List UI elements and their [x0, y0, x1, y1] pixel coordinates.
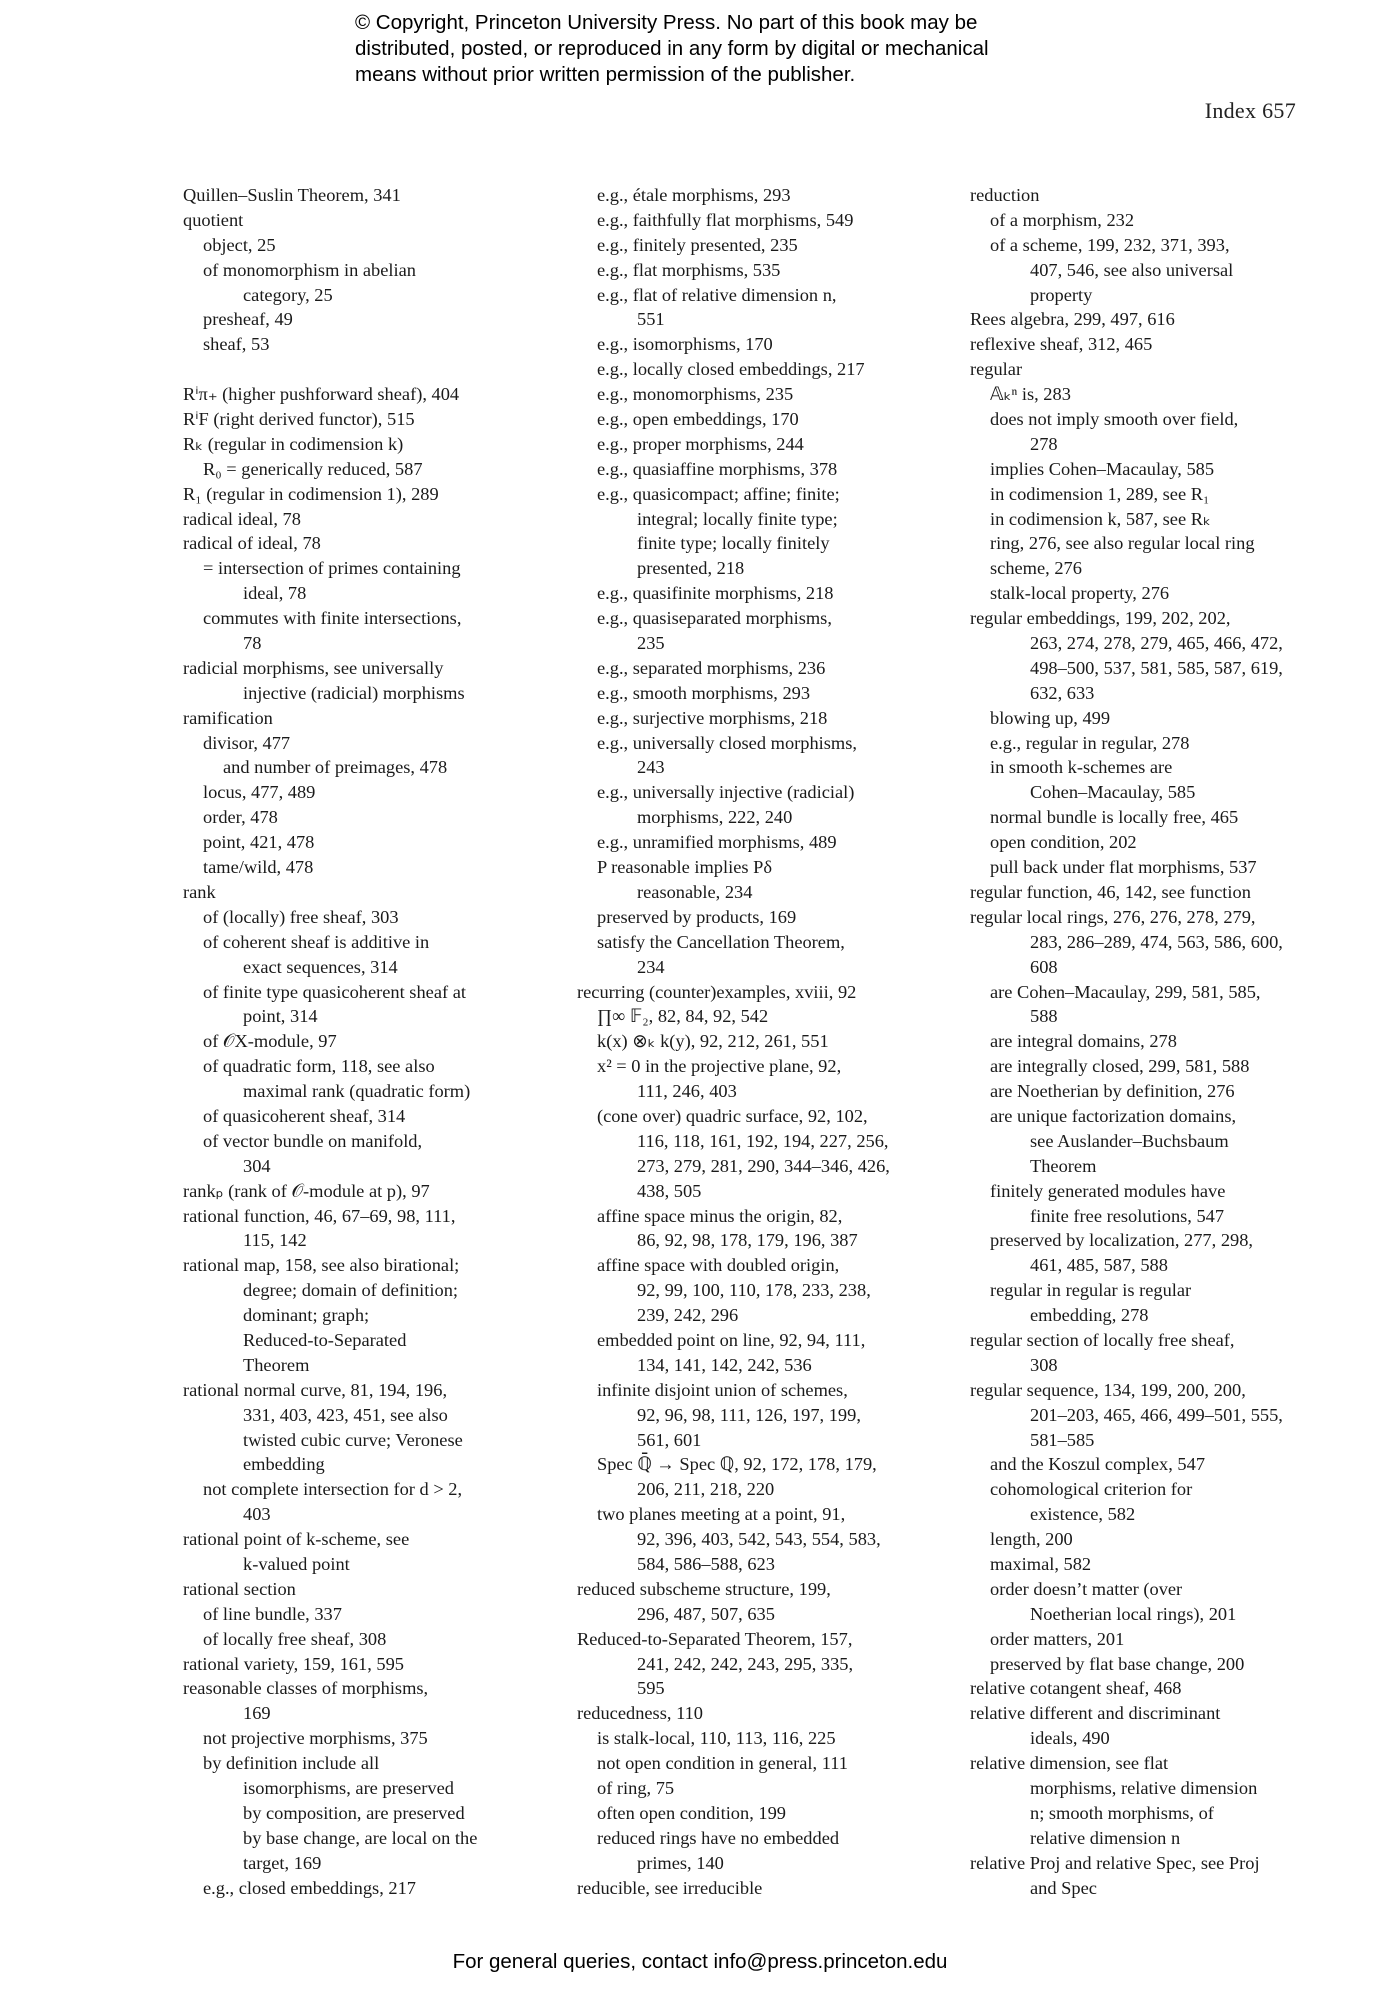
index-entry: e.g., universally closed morphisms,	[597, 732, 857, 753]
index-entry: 608	[1030, 956, 1058, 977]
index-entry: 561, 601	[637, 1429, 702, 1450]
index-entry: radicial morphisms, see universally	[183, 657, 444, 678]
index-entry: ring, 276, see also regular local ring	[990, 533, 1255, 554]
index-entry: embedding, 278	[1030, 1305, 1149, 1326]
index-entry: Reduced-to-Separated	[243, 1329, 407, 1350]
index-entry: regular	[970, 359, 1023, 380]
index-entry: isomorphisms, are preserved	[243, 1778, 454, 1798]
index-entry: 403	[243, 1504, 271, 1525]
index-entry: are unique factorization domains,	[990, 1105, 1237, 1126]
index-column-3	[970, 183, 1370, 1900]
index-entry: by definition include all	[203, 1753, 380, 1774]
index-entry: of locally free sheaf, 308	[203, 1628, 387, 1649]
index-entry: embedded point on line, 92, 94, 111,	[597, 1329, 866, 1350]
index-entry: of 𝒪X-module, 97	[203, 1031, 337, 1052]
index-entry: existence, 582	[1030, 1504, 1136, 1525]
index-entry: k-valued point	[243, 1553, 350, 1574]
index-entry: normal bundle is locally free, 465	[990, 807, 1239, 828]
index-entry: are Noetherian by definition, 276	[990, 1081, 1235, 1102]
index-entry: preserved by localization, 277, 298,	[990, 1230, 1254, 1251]
index-entry: 92, 396, 403, 542, 543, 554, 583,	[637, 1529, 881, 1550]
index-entry: 273, 279, 281, 290, 344–346, 426,	[637, 1155, 890, 1176]
index-entry: order matters, 201	[990, 1628, 1125, 1649]
index-entry: quotient	[183, 209, 244, 230]
index-entry: are integrally closed, 299, 581, 588	[990, 1056, 1250, 1077]
copyright-line: © Copyright, Princeton University Press. No part of this book may be	[355, 11, 978, 34]
index-entry: is stalk-local, 110, 113, 116, 225	[597, 1728, 836, 1749]
index-entry: 461, 485, 587, 588	[1030, 1255, 1168, 1276]
index-entry: preserved by products, 169	[597, 906, 797, 927]
index-entry: e.g., monomorphisms, 235	[597, 384, 794, 405]
index-entry: maximal rank (quadratic form)	[243, 1081, 471, 1102]
index-entry: infinite disjoint union of schemes,	[597, 1379, 848, 1400]
index-entry: 78	[243, 633, 262, 654]
running-head: Index 657	[1204, 98, 1296, 123]
index-entry: point, 421, 478	[203, 832, 315, 853]
index-entry: of finite type quasicoherent sheaf at	[203, 981, 466, 1002]
index-entry: rational normal curve, 81, 194, 196,	[183, 1379, 448, 1400]
index-entry: reducedness, 110	[577, 1703, 703, 1724]
index-entry: 235	[637, 633, 665, 654]
index-entry: Quillen–Suslin Theorem, 341	[183, 185, 401, 205]
index-entry: reasonable classes of morphisms,	[183, 1678, 429, 1699]
copyright-notice	[355, 10, 1155, 88]
index-entry: presented, 218	[637, 558, 745, 579]
index-entry: and Spec	[1030, 1877, 1097, 1898]
index-entry: relative different and discriminant	[970, 1703, 1221, 1724]
index-entry: cohomological criterion for	[990, 1479, 1193, 1500]
index-entry: of vector bundle on manifold,	[203, 1130, 423, 1151]
index-entry: e.g., quasiaffine morphisms, 378	[597, 458, 838, 479]
index-entry: e.g., quasiseparated morphisms,	[597, 608, 832, 629]
index-entry: finitely generated modules have	[990, 1180, 1226, 1201]
index-entry: rankₚ (rank of 𝒪-module at p), 97	[183, 1180, 430, 1201]
index-entry: e.g., smooth morphisms, 293	[597, 682, 811, 703]
index-entry: 86, 92, 98, 178, 179, 196, 387	[637, 1230, 858, 1251]
index-entry: rational section	[183, 1578, 296, 1599]
index-entry: e.g., flat morphisms, 535	[597, 259, 781, 280]
index-entry: presheaf, 49	[203, 309, 293, 330]
index-entry: 111, 246, 403	[637, 1081, 737, 1102]
index-entry: Theorem	[1030, 1155, 1097, 1176]
index-entry: stalk-local property, 276	[990, 583, 1170, 604]
index-entry: radical of ideal, 78	[183, 533, 321, 554]
index-entry: locus, 477, 489	[203, 782, 316, 803]
index-entry: 116, 118, 161, 192, 194, 227, 256,	[637, 1130, 889, 1151]
index-entry: 115, 142	[243, 1230, 307, 1251]
index-entry: implies Cohen–Macaulay, 585	[990, 458, 1215, 479]
index-entry: injective (radicial) morphisms	[243, 682, 465, 703]
index-entry: point, 314	[243, 1006, 318, 1027]
index-entry: Spec ℚ̄ → Spec ℚ, 92, 172, 178, 179,	[597, 1454, 877, 1475]
index-entry: degree; domain of definition;	[243, 1280, 459, 1301]
index-entry: rational variety, 159, 161, 595	[183, 1653, 404, 1674]
index-entry: of monomorphism in abelian	[203, 259, 416, 280]
index-entry: regular sequence, 134, 199, 200, 200,	[970, 1379, 1246, 1400]
index-entry: 584, 586–588, 623	[637, 1553, 775, 1574]
index-entry: pull back under flat morphisms, 537	[990, 857, 1257, 878]
index-entry: are integral domains, 278	[990, 1031, 1177, 1052]
index-entry: relative dimension n	[1030, 1827, 1181, 1848]
index-entry: divisor, 477	[203, 732, 291, 753]
index-entry: reasonable, 234	[637, 881, 753, 902]
index-entry: property	[1030, 284, 1093, 305]
index-entry: rational point of k-scheme, see	[183, 1529, 410, 1550]
index-entry: ramification	[183, 707, 273, 728]
index-entry: object, 25	[203, 234, 276, 255]
index-entry: R₁ (regular in codimension 1), 289	[183, 483, 439, 504]
index-entry: recurring (counter)examples, xviii, 92	[577, 981, 857, 1002]
index-entry: ideals, 490	[1030, 1728, 1110, 1749]
index-entry: Noetherian local rings), 201	[1030, 1603, 1237, 1624]
index-entry: in codimension 1, 289, see R₁	[990, 483, 1210, 504]
copyright-line: distributed, posted, or reproduced in any form by digital or mechanical	[355, 37, 989, 60]
index-entry: of quasicoherent sheaf, 314	[203, 1105, 406, 1126]
index-entry: 283, 286–289, 474, 563, 586, 600,	[1030, 931, 1283, 952]
index-entry: 92, 99, 100, 110, 178, 233, 238,	[637, 1280, 871, 1301]
index-entry: 134, 141, 142, 242, 536	[637, 1354, 812, 1375]
index-entry: 595	[637, 1678, 665, 1699]
index-entry: sheaf, 53	[203, 334, 270, 355]
index-entry: 234	[637, 956, 665, 977]
index-entry: 331, 403, 423, 451, see also	[243, 1404, 448, 1425]
index-entry: dominant; graph;	[243, 1305, 370, 1326]
index-entry: 243	[637, 757, 665, 778]
index-entry: n; smooth morphisms, of	[1030, 1802, 1214, 1823]
index-entry: of quadratic form, 118, see also	[203, 1056, 435, 1077]
index-entry: reducible, see irreducible	[577, 1877, 763, 1898]
index-entry: 239, 242, 296	[637, 1305, 739, 1326]
index-entry: length, 200	[990, 1529, 1073, 1550]
index-entry: e.g., universally injective (radicial)	[597, 782, 855, 803]
index-entry: 308	[1030, 1354, 1058, 1375]
index-entry: 206, 211, 218, 220	[637, 1479, 775, 1500]
index-entry: e.g., flat of relative dimension n,	[597, 284, 837, 305]
index-entry: of ring, 75	[597, 1778, 675, 1798]
index-entry: 241, 242, 242, 243, 295, 335,	[637, 1653, 854, 1674]
index-entry: not complete intersection for d > 2,	[203, 1479, 463, 1500]
index-entry: Reduced-to-Separated Theorem, 157,	[577, 1628, 853, 1649]
index-entry: 588	[1030, 1006, 1058, 1027]
index-entry: x² = 0 in the projective plane, 92,	[597, 1056, 842, 1077]
index-entry: category, 25	[243, 284, 333, 305]
index-entry: (cone over) quadric surface, 92, 102,	[597, 1105, 868, 1126]
index-entry: radical ideal, 78	[183, 508, 301, 529]
index-spacer	[183, 357, 583, 382]
index-entry: Theorem	[243, 1354, 310, 1375]
index-entry: 92, 96, 98, 111, 126, 197, 199,	[637, 1404, 861, 1425]
index-entry: e.g., closed embeddings, 217	[203, 1877, 416, 1898]
index-entry: exact sequences, 314	[243, 956, 398, 977]
index-entry: open condition, 202	[990, 832, 1137, 853]
index-entry: 407, 546, see also universal	[1030, 259, 1234, 280]
index-entry: 304	[243, 1155, 271, 1176]
index-entry: 632, 633	[1030, 682, 1095, 703]
index-entry: maximal, 582	[990, 1553, 1092, 1574]
index-entry: e.g., proper morphisms, 244	[597, 433, 804, 454]
index-entry: 581–585	[1030, 1429, 1095, 1450]
index-entry: preserved by flat base change, 200	[990, 1653, 1245, 1674]
index-entry: finite type; locally finitely	[637, 533, 830, 554]
index-entry: order doesn’t matter (over	[990, 1578, 1183, 1599]
index-entry: reduced rings have no embedded	[597, 1827, 840, 1848]
index-entry: e.g., finitely presented, 235	[597, 234, 798, 255]
index-entry: e.g., regular in regular, 278	[990, 732, 1190, 753]
index-entry: regular section of locally free sheaf,	[970, 1329, 1235, 1350]
index-entry: of line bundle, 337	[203, 1603, 342, 1624]
index-entry: satisfy the Cancellation Theorem,	[597, 931, 845, 952]
index-entry: by composition, are preserved	[243, 1802, 465, 1823]
index-entry: regular local rings, 276, 276, 278, 279,	[970, 906, 1256, 927]
index-entry: RⁱF (right derived functor), 515	[183, 409, 415, 430]
index-entry: relative cotangent sheaf, 468	[970, 1678, 1182, 1699]
index-entry: e.g., quasicompact; affine; finite;	[597, 483, 840, 504]
index-entry: 498–500, 537, 581, 585, 587, 619,	[1030, 657, 1283, 678]
index-entry: Rees algebra, 299, 497, 616	[970, 309, 1175, 330]
index-entry: e.g., surjective morphisms, 218	[597, 707, 828, 728]
index-entry: 278	[1030, 433, 1058, 454]
index-entry: target, 169	[243, 1852, 322, 1873]
index-entry: regular function, 46, 142, see function	[970, 881, 1251, 902]
index-entry: morphisms, 222, 240	[637, 807, 793, 828]
index-entry: relative Proj and relative Spec, see Proj	[970, 1852, 1260, 1873]
index-entry: Rₖ (regular in codimension k)	[183, 433, 404, 454]
index-entry: rational function, 46, 67–69, 98, 111,	[183, 1205, 456, 1226]
index-entry: rational map, 158, see also birational;	[183, 1255, 460, 1276]
index-entry: regular embeddings, 199, 202, 202,	[970, 608, 1231, 629]
index-entry: order, 478	[203, 807, 278, 828]
index-entry: primes, 140	[637, 1852, 724, 1873]
index-entry: integral; locally finite type;	[637, 508, 838, 529]
index-entry: reduced subscheme structure, 199,	[577, 1578, 831, 1599]
index-entry: not projective morphisms, 375	[203, 1728, 428, 1749]
index-entry: scheme, 276	[990, 558, 1082, 579]
index-entry: of a scheme, 199, 232, 371, 393,	[990, 234, 1230, 255]
index-entry: R₀ = generically reduced, 587	[203, 458, 423, 479]
index-entry: affine space with doubled origin,	[597, 1255, 840, 1276]
index-entry: commutes with finite intersections,	[203, 608, 462, 629]
index-entry: in codimension k, 587, see Rₖ	[990, 508, 1211, 529]
index-entry: ideal, 78	[243, 583, 307, 604]
index-entry: 551	[637, 309, 665, 330]
index-entry: e.g., locally closed embeddings, 217	[597, 359, 865, 380]
index-column-1	[183, 183, 583, 1900]
index-entry: blowing up, 499	[990, 707, 1111, 728]
index-entry: of coherent sheaf is additive in	[203, 931, 430, 952]
index-entry: of (locally) free sheaf, 303	[203, 906, 399, 927]
index-entry: are Cohen–Macaulay, 299, 581, 585,	[990, 981, 1261, 1002]
index-entry: k(x) ⊗ₖ k(y), 92, 212, 261, 551	[597, 1031, 829, 1052]
index-entry: in smooth k-schemes are	[990, 757, 1173, 778]
index-entry: e.g., isomorphisms, 170	[597, 334, 773, 355]
index-entry: by base change, are local on the	[243, 1827, 478, 1848]
index-entry: e.g., étale morphisms, 293	[597, 185, 791, 205]
index-column-2	[577, 183, 977, 1900]
index-entry: 𝔸ₖⁿ is, 283	[990, 384, 1071, 405]
index-entry: does not imply smooth over field,	[990, 409, 1239, 430]
index-entry: e.g., open embeddings, 170	[597, 409, 799, 430]
index-entry: e.g., separated morphisms, 236	[597, 657, 826, 678]
index-entry: 438, 505	[637, 1180, 702, 1201]
index-entry: embedding	[243, 1454, 325, 1475]
index-entry: rank	[183, 881, 216, 902]
index-entry: = intersection of primes containing	[203, 558, 461, 579]
index-entry: and the Koszul complex, 547	[990, 1454, 1206, 1475]
index-entry: 296, 487, 507, 635	[637, 1603, 775, 1624]
index-entry: Cohen–Macaulay, 585	[1030, 782, 1196, 803]
index-entry: relative dimension, see flat	[970, 1753, 1169, 1774]
index-entry: e.g., quasifinite morphisms, 218	[597, 583, 834, 604]
index-entry: e.g., faithfully flat morphisms, 549	[597, 209, 854, 230]
index-entry: of a morphism, 232	[990, 209, 1135, 230]
copyright-line: means without prior written permission of the publisher.	[355, 63, 856, 86]
index-entry: Rⁱπ₊ (higher pushforward sheaf), 404	[183, 384, 460, 405]
index-entry: ∏∞ 𝔽₂, 82, 84, 92, 542	[597, 1006, 769, 1027]
index-entry: twisted cubic curve; Veronese	[243, 1429, 463, 1450]
index-entry: see Auslander–Buchsbaum	[1030, 1130, 1229, 1151]
index-entry: often open condition, 199	[597, 1802, 786, 1823]
index-entry: reduction	[970, 185, 1040, 205]
index-entry: finite free resolutions, 547	[1030, 1205, 1225, 1226]
index-entry: two planes meeting at a point, 91,	[597, 1504, 846, 1525]
index-entry: 263, 274, 278, 279, 465, 466, 472,	[1030, 633, 1283, 654]
index-entry: affine space minus the origin, 82,	[597, 1205, 843, 1226]
index-entry: 169	[243, 1703, 271, 1724]
index-entry: P reasonable implies Pδ	[597, 857, 773, 878]
index-entry: 201–203, 465, 466, 499–501, 555,	[1030, 1404, 1283, 1425]
index-entry: e.g., unramified morphisms, 489	[597, 832, 837, 853]
index-entry: tame/wild, 478	[203, 857, 314, 878]
index-entry: not open condition in general, 111	[597, 1753, 848, 1774]
index-entry: regular in regular is regular	[990, 1280, 1192, 1301]
index-entry: morphisms, relative dimension	[1030, 1778, 1258, 1798]
footer-contact: For general queries, contact info@press.princeton.edu	[452, 1950, 948, 1973]
index-entry: and number of preimages, 478	[223, 757, 448, 778]
index-entry: reflexive sheaf, 312, 465	[970, 334, 1153, 355]
